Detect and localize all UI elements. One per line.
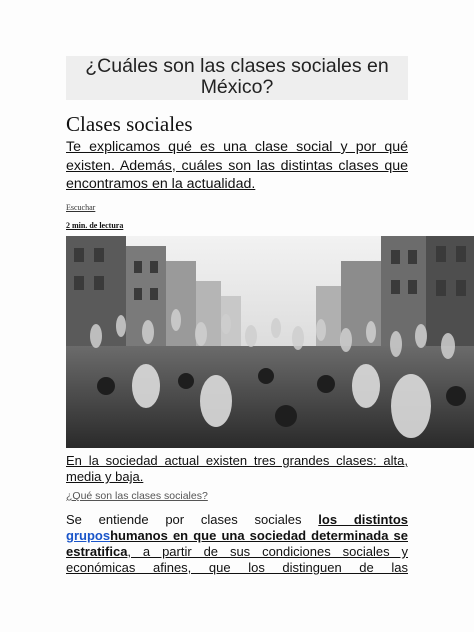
listen-link[interactable]: Escuchar [66, 203, 96, 212]
definition-text-1: Se entiende por clases sociales [66, 512, 302, 527]
protest-photo [66, 236, 474, 448]
what-are-social-classes-link[interactable]: ¿Qué son las clases sociales? [66, 490, 208, 502]
definition-text-2: , a partir de sus condiciones sociales y económicas afines, que los distinguen de las [66, 544, 408, 575]
paragraph-classes: En la sociedad actual existen tres grandes clases: alta, media y baja. [66, 453, 408, 484]
definition-bold-2: humanos en que una sociedad determinada se estratifica [66, 528, 408, 559]
page-title: ¿Cuáles son las clases sociales en México? [66, 56, 408, 100]
section-heading: Clases sociales [66, 112, 193, 136]
paragraph-definition [66, 512, 408, 576]
read-time: 2 min. de lectura [66, 221, 124, 230]
definition-bold-1: los distintos [318, 512, 408, 527]
groups-link[interactable]: grupos [66, 528, 111, 543]
intro-text: Te explicamos qué es una clase social y por qué existen. Además, cuáles son las distintas clases que encontramos en la actualidad. [66, 139, 408, 192]
